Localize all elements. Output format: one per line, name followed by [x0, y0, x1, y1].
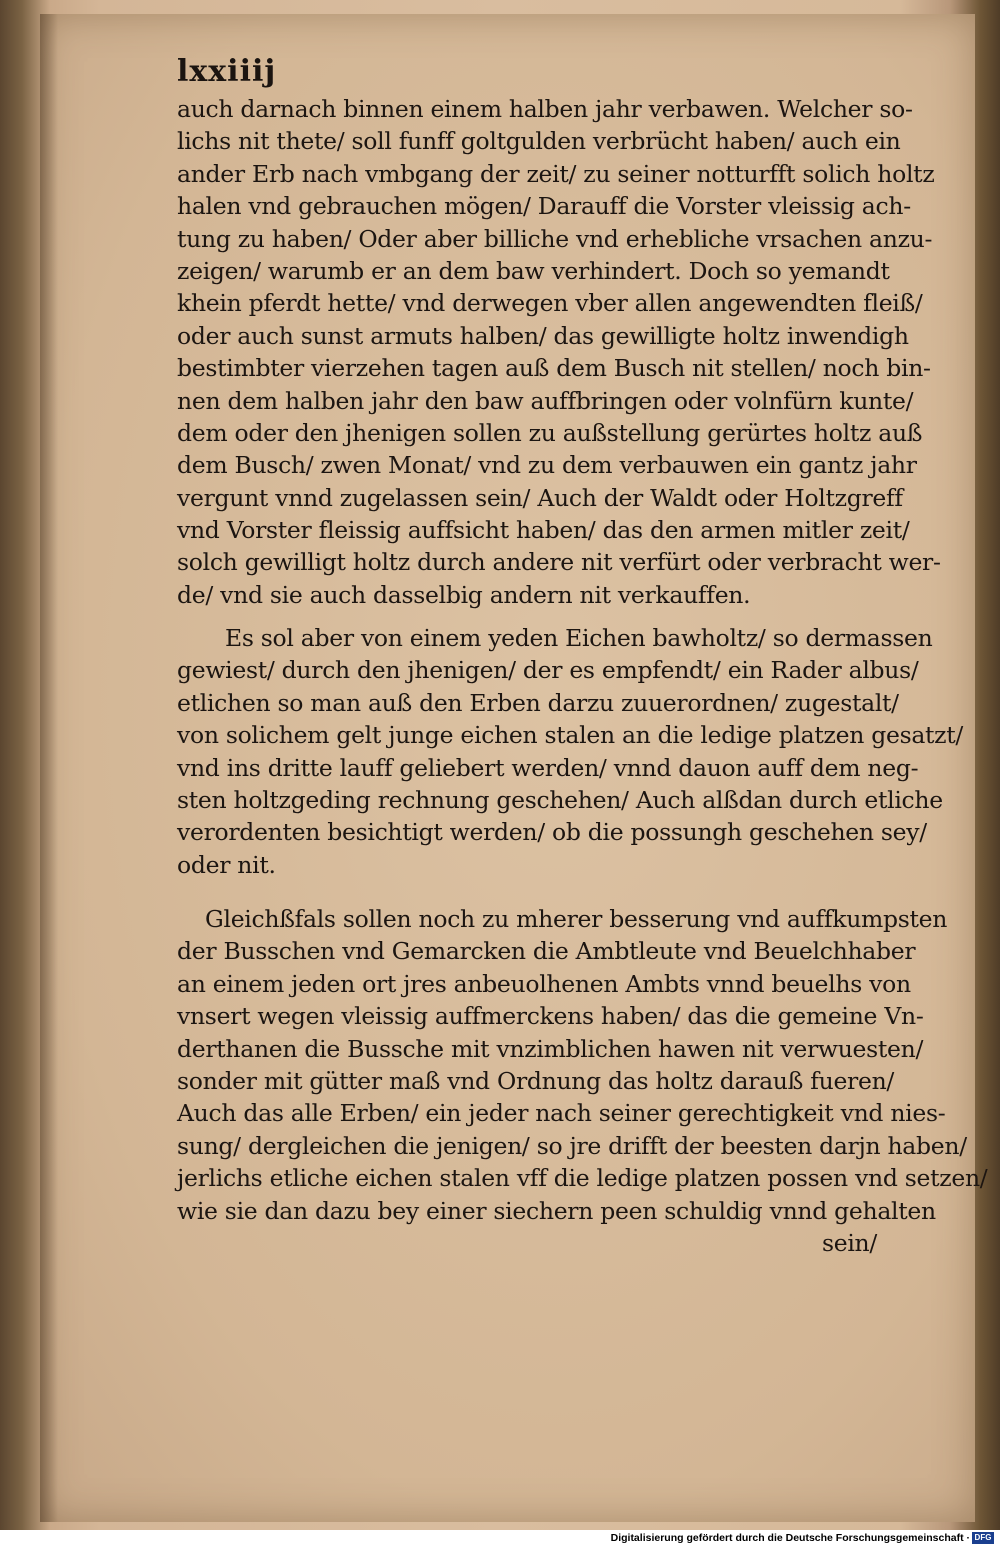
text-line: dem Busch/ zwen Monat/ vnd zu dem verbauwen ein gantz jahr: [177, 451, 917, 480]
paragraph-1: [177, 93, 941, 611]
funding-credit: Digitalisierung gefördert durch die Deutsche Forschungsgemeinschaft ·: [610, 1532, 970, 1544]
text-line: etlichen so man auß den Erben darzu zuuerordnen/ zugestalt/: [177, 688, 899, 717]
text-line: tung zu haben/ Oder aber billiche vnd erhebliche vrsachen anzu-: [177, 224, 933, 253]
text-line: vnd Vorster fleissig auffsicht haben/ das den armen mitler zeit/: [177, 516, 910, 545]
text-line: sung/ dergleichen die jenigen/ so jre drifft der beesten darjn haben/: [177, 1131, 967, 1160]
dfg-logo-icon: DFG: [972, 1532, 994, 1544]
text-line: de/ vnd sie auch dasselbig andern nit verkauffen.: [177, 580, 751, 609]
text-line: sten holtzgeding rechnung geschehen/ Auch alßdan durch etliche: [177, 785, 943, 814]
text-line: dem oder den jhenigen sollen zu außstellung gerürtes holtz auß: [177, 418, 923, 447]
text-line: zeigen/ warumb er an dem baw verhindert. Doch so yemandt: [177, 256, 890, 285]
text-line: vnd ins dritte lauff geliebert werden/ vnnd dauon auff dem neg-: [177, 753, 919, 782]
text-line: der Busschen vnd Gemarcken die Ambtleute vnd Beuelchhaber: [177, 937, 916, 966]
text-line: halen vnd gebrauchen mögen/ Darauff die Vorster vleissig ach-: [177, 192, 911, 221]
text-line: ander Erb nach vmbgang der zeit/ zu seiner notturfft solich holtz: [177, 159, 935, 188]
text-line: solch gewilligt holtz durch andere nit verfürt oder verbracht wer-: [177, 548, 941, 577]
page-folio-number: lxxiiij: [177, 54, 277, 89]
text-line: Es sol aber von einem yeden Eichen bawholtz/ so dermassen: [225, 624, 933, 652]
paragraph-2: [177, 622, 964, 881]
paragraph-3: [177, 903, 988, 1259]
text-line: verordenten besichtigt werden/ ob die possungh geschehen sey/: [177, 818, 927, 847]
text-line: nen dem halben jahr den baw auffbringen oder volnfürn kunte/: [177, 386, 914, 415]
text-line: Auch das alle Erben/ ein jeder nach seiner gerechtigkeit vnd nies-: [177, 1099, 946, 1128]
text-line: lichs nit thete/ soll funff goltgulden verbrücht haben/ auch ein: [177, 127, 901, 156]
text-line: bestimbter vierzehen tagen auß dem Busch nit stellen/ noch bin-: [177, 354, 931, 383]
text-line: derthanen die Bussche mit vnzimblichen hawen nit verwuesten/: [177, 1034, 924, 1063]
text-line: sonder mit gütter maß vnd Ordnung das holtz darauß fueren/: [177, 1066, 895, 1095]
text-line: oder nit.: [177, 850, 276, 879]
catchword-line: sein/: [821, 1228, 877, 1257]
text-line: gewiest/ durch den jhenigen/ der es empfendt/ ein Rader albus/: [177, 656, 919, 685]
text-line: von solichem gelt junge eichen stalen an die ledige platzen gesatzt/: [177, 721, 964, 750]
text-line: khein pferdt hette/ vnd derwegen vber allen angewendten fleiß/: [177, 289, 923, 318]
text-line: vnsert wegen vleissig auffmerckens haben/ das die gemeine Vn-: [177, 1002, 924, 1031]
text-line: wie sie dan dazu bey einer siechern peen schuldig vnnd gehalten: [177, 1196, 936, 1225]
text-line: an einem jeden ort jres anbeuolhenen Ambts vnnd beuelhs von: [177, 969, 911, 998]
book-page: [40, 14, 988, 1522]
text-line: auch darnach binnen einem halben jahr verbawen. Welcher so-: [177, 95, 913, 123]
text-line: Gleichßfals sollen noch zu mherer besserung vnd auffkumpsten: [205, 905, 948, 933]
text-line: vergunt vnnd zugelassen sein/ Auch der Waldt oder Holtzgreff: [177, 483, 903, 512]
text-line: oder auch sunst armuts halben/ das gewilligte holtz inwendigh: [177, 321, 909, 350]
text-line: jerlichs etliche eichen stalen vff die ledige platzen possen vnd setzen/: [177, 1164, 988, 1193]
